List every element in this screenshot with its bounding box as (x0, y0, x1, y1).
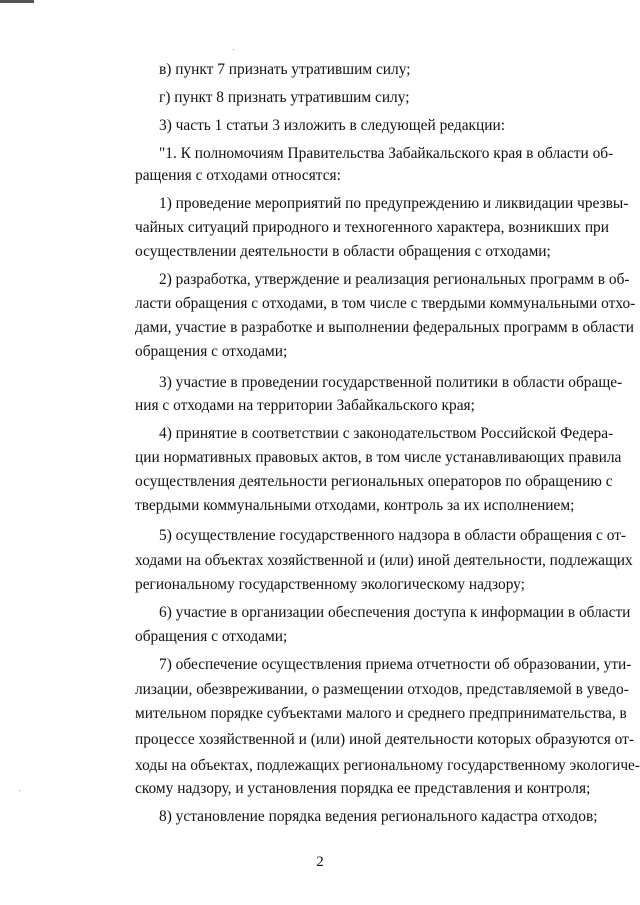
text-line: дами, участие в разработке и выполнении федеральных программ в области (135, 319, 634, 336)
text-line: ции нормативных правовых актов, в том числе устанавливающих правила (135, 449, 622, 466)
text-line: осуществлении деятельности в области обращения с отходами; (135, 243, 551, 260)
text-line: чайных ситуаций природного и техногенного характера, возникших при (135, 219, 609, 236)
text-line: обращения с отходами; (135, 343, 288, 360)
scan-speck (233, 49, 234, 50)
text-line: в) пункт 7 признать утратившим силу; (159, 61, 411, 78)
scan-speck (19, 790, 20, 791)
text-line: региональному государственному экологическому надзору; (135, 576, 525, 593)
text-line: обращения с отходами; (135, 628, 288, 645)
text-line: скому надзору, и установления порядка ее представления и контроля; (135, 780, 591, 797)
text-line: ния с отходами на территории Забайкальского края; (135, 397, 475, 414)
text-line: ращения с отходами относятся: (135, 167, 341, 184)
scan-edge-mark (0, 0, 34, 3)
page-number: 2 (316, 854, 324, 870)
text-line: осуществления деятельности региональных операторов по обращению с (135, 473, 613, 490)
text-line: 2) разработка, утверждение и реализация региональных программ в об- (159, 271, 630, 288)
text-line: 5) осуществление государственного надзора в области обращения с от- (159, 527, 627, 544)
text-line: 8) установление порядка ведения регионального кадастра отходов; (159, 808, 598, 825)
text-line: ласти обращения с отходами, в том числе с твердыми коммунальными отхо- (135, 295, 636, 312)
text-line: ходы на объектах, подлежащих региональному государственному экологиче- (135, 757, 640, 774)
text-line: 6) участие в организации обеспечения доступа к информации в области (159, 604, 631, 621)
text-line: лизации, обезвреживании, о размещении отходов, представляемой в уведо- (135, 681, 629, 698)
text-line: 3) участие в проведении государственной политики в области обраще- (159, 374, 623, 391)
text-line: 3) часть 1 статьи 3 изложить в следующей редакции: (159, 117, 506, 134)
text-line: "1. К полномочиям Правительства Забайкальского края в области об- (159, 145, 614, 162)
text-line: мительном порядке субъектами малого и среднего предпринимательства, в (135, 705, 627, 722)
text-line: процессе хозяйственной и (или) иной деятельности которых образуются от- (135, 731, 634, 748)
text-line: 4) принятие в соответствии с законодательством Российской Федера- (159, 425, 614, 442)
text-line: 7) обеспечение осуществления приема отчетности об образовании, ути- (159, 656, 632, 673)
text-line: ходами на объектах хозяйственной и (или) иной деятельности, подлежащих (135, 552, 633, 569)
text-line: г) пункт 8 признать утратившим силу; (159, 89, 410, 106)
text-line: 1) проведение мероприятий по предупреждению и ликвидации чрезвы- (159, 195, 629, 212)
text-line: твердыми коммунальными отходами, контроль за их исполнением; (135, 497, 575, 514)
